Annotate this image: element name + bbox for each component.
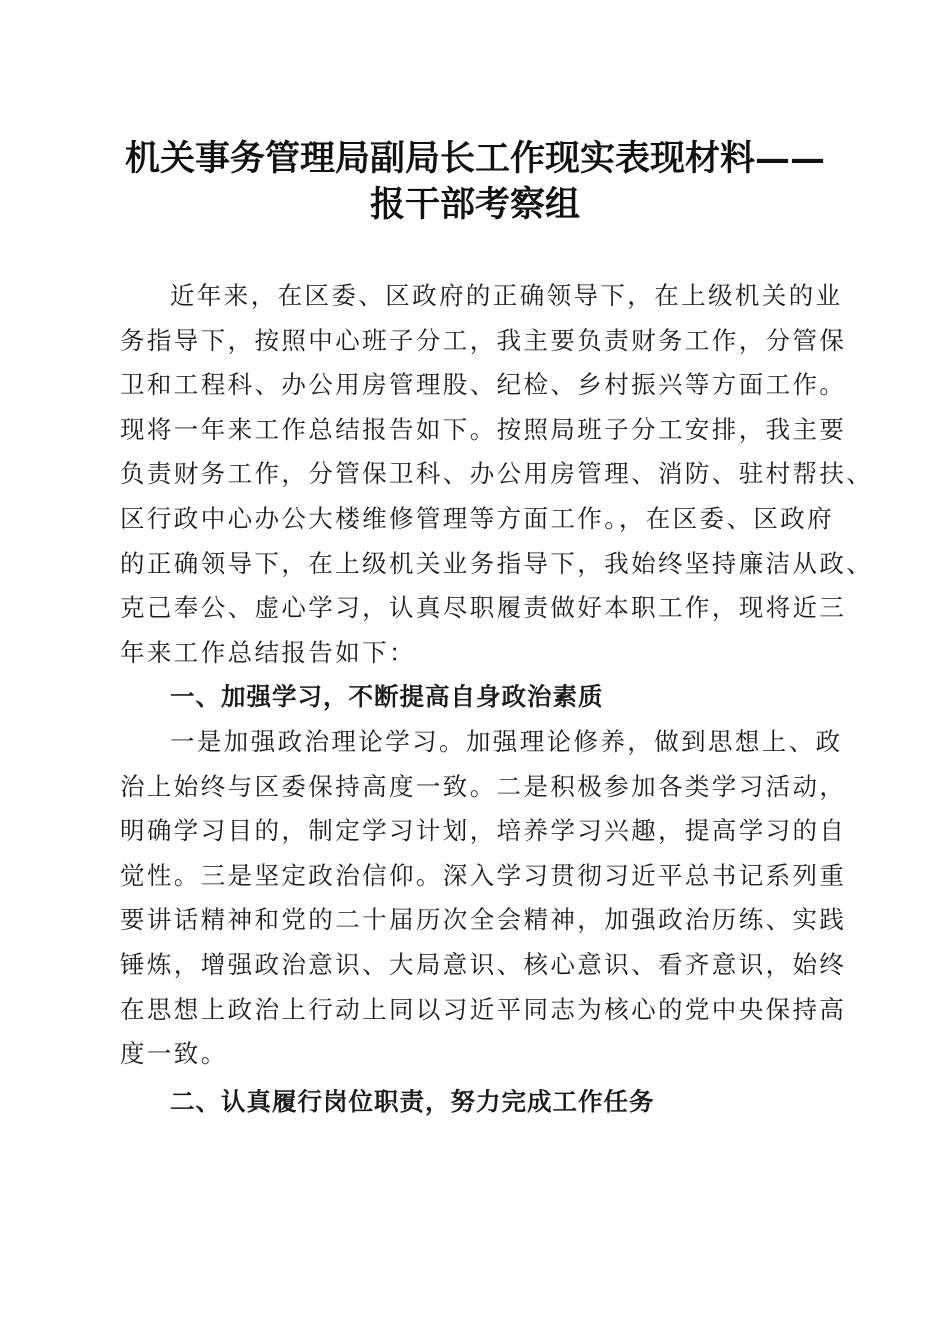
- section-1-heading: 一、加强学习，不断提高自身政治素质: [170, 682, 604, 712]
- section-1-line-4: 觉性。三是坚定政治信仰。深入学习贯彻习近平总书记系列重: [120, 860, 847, 890]
- document-title: [100, 136, 850, 228]
- section-1-line-3: 明确学习目的，制定学习计划，培养学习兴趣，提高学习的自: [120, 816, 847, 846]
- intro-line-6: 区行政中心办公大楼维修管理等方面工作。，在区委、区政府: [120, 503, 835, 533]
- section-2-heading: 二、认真履行岗位职责，努力完成工作任务: [170, 1087, 655, 1116]
- intro-line-3: 卫和工程科、办公用房管理股、纪检、乡村振兴等方面工作。: [120, 370, 847, 400]
- intro-paragraph: [120, 274, 874, 675]
- title-line-2: 报干部考察组: [369, 184, 580, 225]
- document-body: [120, 274, 874, 1077]
- intro-line-5: 负责财务工作，分管保卫科、办公用房管理、消防、驻村帮扶、: [120, 459, 874, 489]
- section-1-line-2: 治上始终与区委保持高度一致。二是积极参加各类学习活动，: [120, 771, 847, 801]
- intro-line-2: 务指导下，按照中心班子分工，我主要负责财务工作，分管保: [120, 325, 847, 355]
- section-1-paragraph: [120, 720, 847, 1077]
- section-1-line-8: 度一致。: [120, 1039, 228, 1069]
- title-line-1: 机关事务管理局副局长工作现实表现材料——: [124, 138, 825, 179]
- intro-line-7: 的正确领导下，在上级机关业务指导下，我始终坚持廉洁从政、: [120, 548, 874, 578]
- intro-line-1: 近年来，在区委、区政府的正确领导下，在上级机关的业: [170, 281, 843, 310]
- section-1-line-6: 锤炼，增强政治意识、大局意识、核心意识、看齐意识，始终: [120, 949, 847, 979]
- intro-line-4: 现将一年来工作总结报告如下。按照局班子分工安排，我主要: [120, 414, 847, 444]
- intro-line-8: 克己奉公、虚心学习，认真尽职履责做好本职工作，现将近三: [120, 593, 847, 623]
- section-1-line-7: 在思想上政治上行动上同以习近平同志为核心的党中央保持高: [120, 994, 847, 1024]
- section-1-line-1: 一是加强政治理论学习。加强理论修养，做到思想上、政: [170, 726, 843, 756]
- intro-line-9: 年来工作总结报告如下：: [120, 637, 416, 667]
- section-1-line-5: 要讲话精神和党的二十届历次全会精神，加强政治历练、实践: [120, 905, 847, 935]
